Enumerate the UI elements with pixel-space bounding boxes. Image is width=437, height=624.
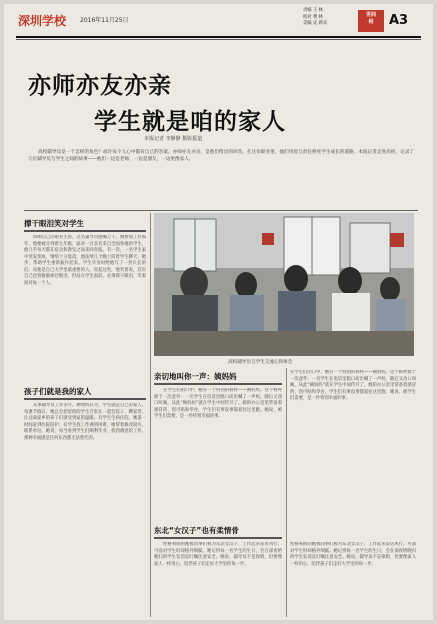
subhead-2: 孩子们就是我的家人 bbox=[24, 387, 92, 396]
photo-caption: 高校辅导员与学生交流心得体会 bbox=[228, 360, 293, 365]
subhead-3: 亲切地叫你一声：姨妈妈 bbox=[154, 372, 237, 381]
subhead-1: 撑干眼泪笑对学生 bbox=[24, 219, 84, 228]
newspaper-page bbox=[4, 4, 433, 620]
page-number: A3 bbox=[389, 13, 409, 28]
header-rule bbox=[16, 36, 421, 38]
header-rule-thin bbox=[16, 39, 421, 40]
section-4-continued: 性格爽朗的她被同事们称为东北女汉子，工作起来雷厉风行，可面对学生时却格外细腻。她记得每一名学生的生日，会在深夜给晚归的学生发消息叮嘱注意安全。她说，辅导员不是保姆，但要像家人一样用心，陪伴孩子们走好大学里的每一步。 bbox=[290, 542, 416, 567]
lead-paragraph: 高校辅导员是一个怎样的角色？或许每个人心中都有自己的答案。亦师亦友亦亲，是他们给出的回答。在这份职业里，他们用爱与责任照亮学生成长的道路。本报记者走进高校，记录了几位辅导员与学生之间的故事——他们一边是老师，一边是朋友，一边更像家人。 bbox=[28, 150, 414, 163]
section-divider bbox=[24, 210, 418, 211]
subhead-4-rule bbox=[154, 537, 282, 539]
section-1-text: 回顾自己的职业生涯，这名辅导员感慨万千。刚参加工作那年，他便被分到新生年级，面对一百多名来自全国各地的学生，他几乎每天都在宿舍和教室之间来回奔波。有一次，一名学生家中突发变故，情绪十分低落，他连续几个晚上陪着学生聊天、散步，帮助学生重新振作起来。学生毕业时给他写了一封长长的信，说他是自己大学里最重要的人。说起这些，他笑着说，其实自己也曾偷偷掉过眼泪，但站在学生面前，必须撑干眼泪，笑着面对每一个人。 bbox=[24, 235, 146, 286]
section-3-text: 在学生们的口中，她有一个特别的称呼——姨妈妈。这个称呼源于一次意外：一名学生在电话里脱口而出喊了一声妈，随后又改口叫姨，从此“姨妈妈”就在学生中间传开了。她的办公室里常备着感冒药、创可贴和零食，学生们有事没事都爱往这里跑。她说，被学生们需要，是一件特别幸福的事。 bbox=[154, 388, 282, 420]
column-divider-2 bbox=[286, 368, 287, 617]
headline-line-2: 学生就是咱的家人 bbox=[94, 109, 286, 135]
subhead-2-rule bbox=[24, 398, 146, 400]
masthead: 深圳学校 bbox=[18, 14, 67, 28]
column-divider bbox=[150, 213, 151, 617]
headline-line-1: 亦师亦友亦亲 bbox=[28, 73, 172, 99]
section-badge: 世间 相 bbox=[358, 10, 384, 32]
section-2-text: 从事辅导员工作多年，她始终认为，学生就是自己的家人。每逢节假日，她总会把留校的学生召集在一起包饺子、聊家常，让远离家乡的孩子们感受到家的温暖。有学生生病住院，她第一时间赶到医院陪护；有学生找工作遇到困难，她帮着修改简历、联系单位。她说，每当看到学生们顺利毕业、找到满意的工作，那种幸福感是任何东西都无法替代的。 bbox=[24, 403, 146, 441]
page-header bbox=[4, 4, 433, 38]
subhead-4: 东北“女汉子”也有柔情骨 bbox=[154, 526, 239, 535]
section-4-text: 性格爽朗的她被同事们称为东北女汉子，工作起来雷厉风行，可面对学生时却格外细腻。她记得每一名学生的生日，会在深夜给晚归的学生发消息叮嘱注意安全。她说，辅导员不是保姆，但要像家人一样用心，陪伴孩子们走好大学里的每一步。 bbox=[154, 542, 282, 567]
article-photo bbox=[154, 213, 414, 356]
editor-credits: 责编 王 林 校对 曹 林 美编 史 新宾 bbox=[303, 8, 328, 27]
section-3-continued: 在学生们的口中，她有一个特别的称呼——姨妈妈。这个称呼源于一次意外：一名学生在电话里脱口而出喊了一声妈，随后又改口叫姨，从此“姨妈妈”就在学生中间传开了。她的办公室里常备着感冒药、创可贴和零食，学生们有事没事都爱往这里跑。她说，被学生们需要，是一件特别幸福的事。 bbox=[290, 370, 416, 402]
issue-date: 2016年11月25日 bbox=[80, 17, 129, 24]
subhead-3-rule bbox=[154, 383, 282, 385]
classroom-scene bbox=[154, 213, 414, 356]
byline: 本报记者 李静静 摄影报道 bbox=[144, 136, 203, 142]
subhead-1-rule bbox=[24, 230, 146, 232]
